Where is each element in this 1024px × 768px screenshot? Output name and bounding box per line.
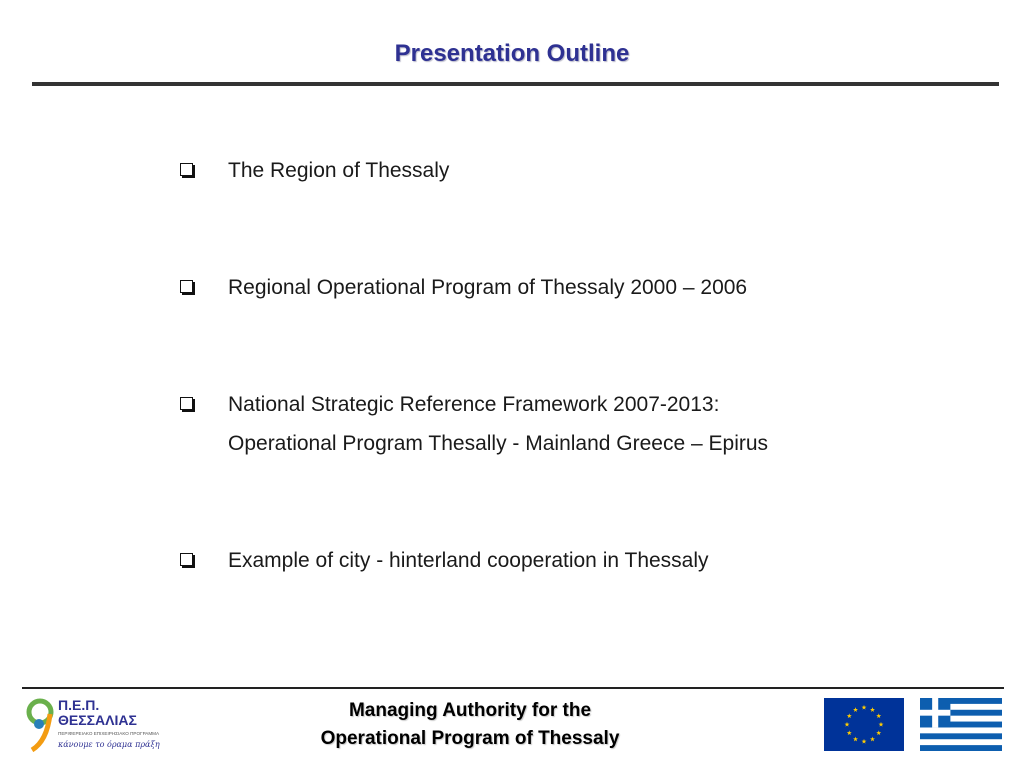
checkbox-icon bbox=[180, 163, 193, 176]
logo-tagline: κάνουμε το όραμα πράξη bbox=[58, 740, 160, 749]
bullet-text: The Region of Thessaly bbox=[228, 159, 450, 182]
checkbox-icon bbox=[180, 280, 193, 293]
footer-line-1: Managing Authority for the bbox=[348, 700, 592, 721]
pep-thessaly-logo bbox=[22, 690, 162, 756]
logo-name: ΘΕΣΣΑΛΙΑΣ bbox=[58, 712, 137, 728]
bullet-text: National Strategic Reference Framework 2007-2013: bbox=[228, 393, 720, 416]
checkbox-icon bbox=[180, 553, 193, 566]
bullet-text: Regional Operational Program of Thessaly 2000 – 2006 bbox=[228, 276, 748, 299]
bullet-text: Example of city - hinterland cooperation in Thessaly bbox=[228, 549, 709, 572]
slide-title: Presentation Outline bbox=[394, 40, 630, 67]
eu-flag-icon bbox=[824, 698, 904, 751]
checkbox-icon bbox=[180, 397, 193, 410]
logo-abbr: Π.Ε.Π. bbox=[58, 697, 100, 713]
footer-line-2: Operational Program of Thessaly bbox=[320, 728, 620, 749]
bullet-text: Operational Program Thesally - Mainland Greece – Epirus bbox=[228, 432, 769, 455]
title-divider bbox=[32, 82, 999, 86]
greek-flag-icon bbox=[920, 698, 1002, 751]
footer-divider bbox=[22, 687, 1004, 689]
footer-text bbox=[250, 697, 690, 753]
logo-subtitle: ΠΕΡΙΦΕΡΕΙΑΚΟ ΕΠΙΧΕΙΡΗΣΙΑΚΟ ΠΡΟΓΡΑΜΜΑ bbox=[58, 731, 160, 736]
